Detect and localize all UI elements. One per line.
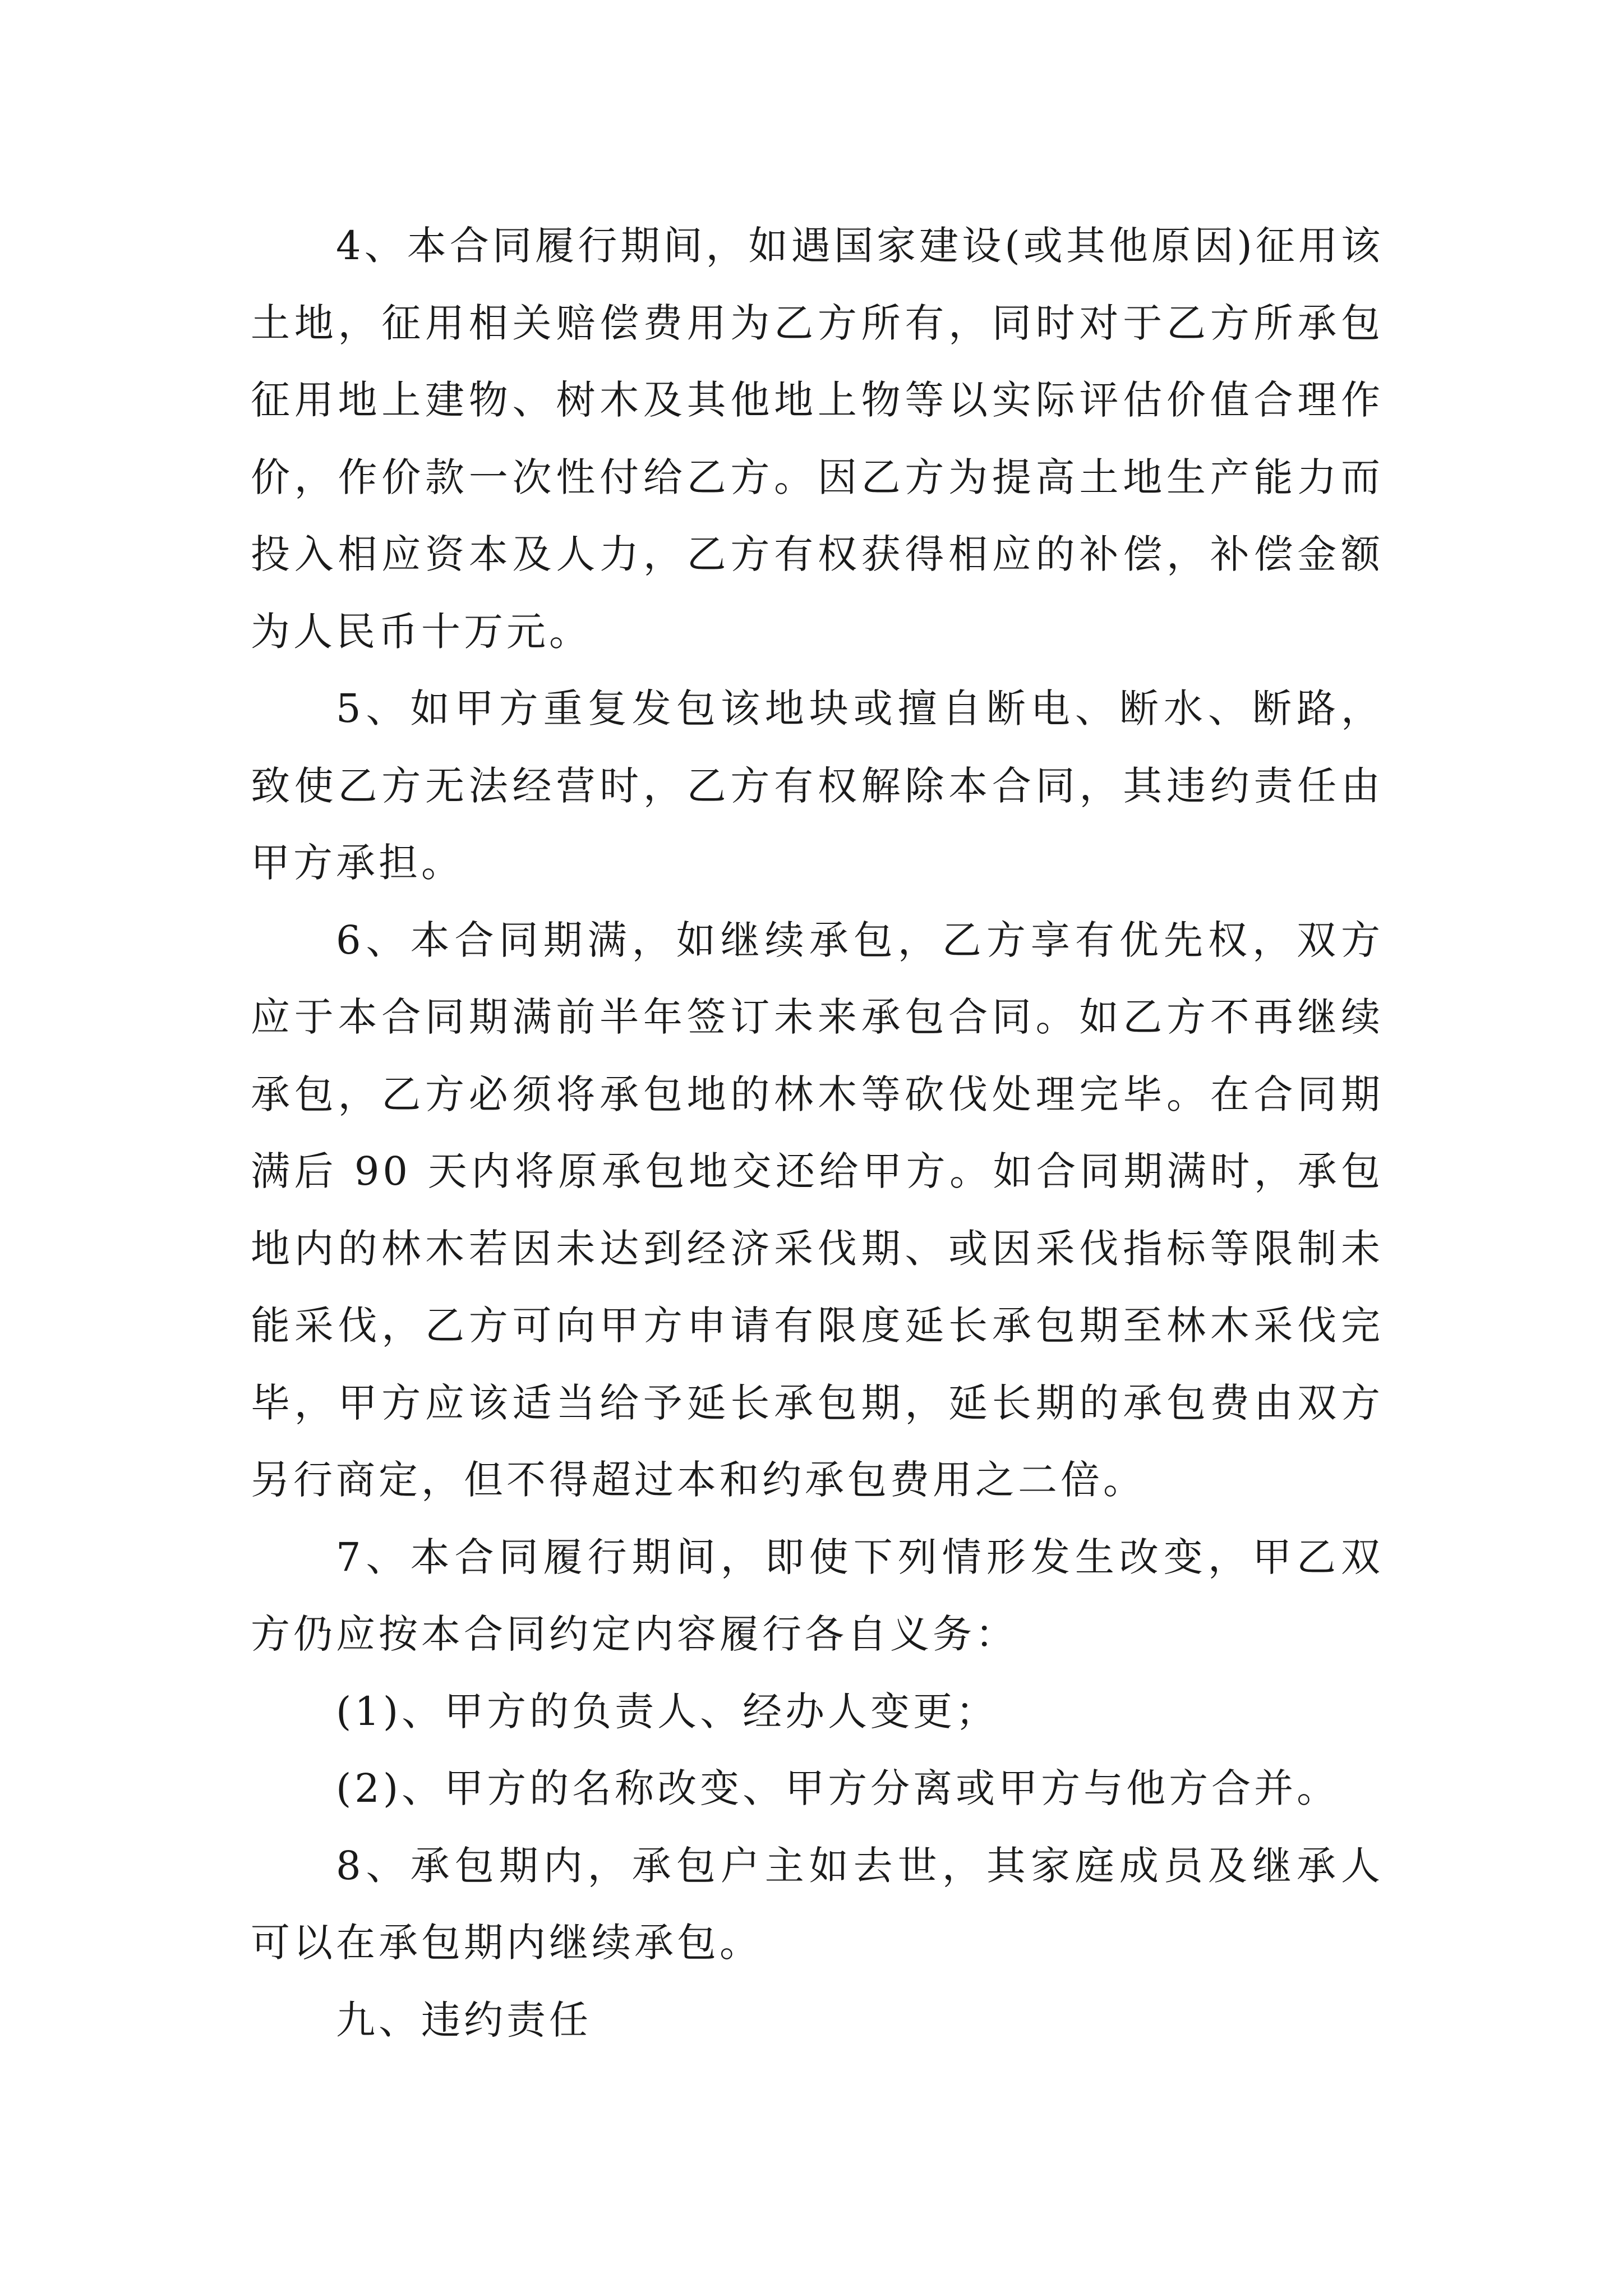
- clause-6-paragraph: 6、本合同期满，如继续承包，乙方享有优先权，双方应于本合同期满前半年签订未来承包合同。如乙方不再继续承包，乙方必须将承包地的林木等砍伐处理完毕。在合同期满后 90 天内将原承包地交还给甲方。如合同期满时，承包地内的林木若因未达到经济采伐期、或因采伐指标等限制未能采伐，乙方可向甲方申请有限度延长承包期至林木采伐完毕，甲方应该适当给予延长承包期，延长期的承包费由双方另行商定，但不得超过本和约承包费用之二倍。: [251, 917, 1384, 1503]
- document-body: [251, 208, 1384, 2059]
- clause-4-paragraph: 4、本合同履行期间，如遇国家建设(或其他原因)征用该土地，征用相关赔偿费用为乙方所有，同时对于乙方所承包征用地上建物、树木及其他地上物等以实际评估价值合理作价，作价款一次性付给乙方。因乙方为提高土地生产能力而投入相应资本及人力，乙方有权获得相应的补偿，补偿金额为人民币十万元。: [251, 223, 1384, 655]
- clause-7-paragraph: 7、本合同履行期间，即使下列情形发生改变，甲乙双方仍应按本合同约定内容履行各自义务：: [251, 1534, 1384, 1657]
- clause-7-item-1: (1)、甲方的负责人、经办人变更；: [336, 1688, 999, 1734]
- clause-8-paragraph: 8、承包期内，承包户主如去世，其家庭成员及继承人可以在承包期内继续承包。: [251, 1842, 1384, 1966]
- section-heading-breach-liability: 九、违约责任: [336, 1996, 592, 2043]
- clause-7-item-2: (2)、甲方的名称改变、甲方分离或甲方与他方合并。: [336, 1765, 1340, 1811]
- clause-5-paragraph: 5、如甲方重复发包该地块或擅自断电、断水、断路，致使乙方无法经营时，乙方有权解除本合同，其违约责任由甲方承担。: [251, 685, 1384, 886]
